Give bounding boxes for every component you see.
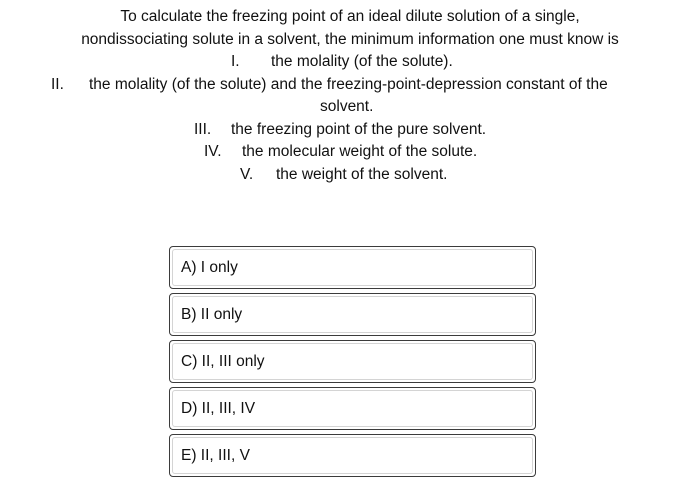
statement-v (0, 164, 700, 187)
statement-i (0, 51, 700, 74)
choice-c[interactable] (169, 340, 536, 383)
statement-ii-numeral: II. (51, 75, 64, 93)
choice-d[interactable] (169, 387, 536, 430)
statement-iv (0, 141, 700, 164)
statement-ii-continuation-text: solvent. (320, 98, 374, 115)
statement-iii (0, 119, 700, 142)
statement-i-numeral: I. (231, 53, 240, 70)
choice-e[interactable] (169, 434, 536, 477)
choice-e-label: E) II, III, V (181, 446, 250, 464)
answer-choices (169, 246, 536, 481)
choice-b-label: B) II only (181, 305, 243, 323)
choice-c-label: C) II, III only (181, 352, 265, 370)
statement-v-text: the weight of the solvent. (276, 165, 448, 183)
statement-ii-continuation (0, 96, 700, 119)
choice-a-label: A) I only (181, 258, 238, 276)
question-text (0, 6, 700, 186)
statement-v-numeral: V. (240, 165, 254, 183)
statement-ii-text: the molality (of the solute) and the freezing-point-depression constant of the (89, 75, 608, 93)
statement-iii-text: the freezing point of the pure solvent. (231, 120, 487, 138)
statement-iii-numeral: III. (194, 120, 212, 138)
question-stem-line-2: nondissociating solute in a solvent, the minimum information one must know is (81, 30, 619, 48)
choice-d-label: D) II, III, IV (181, 399, 256, 417)
statement-i-text: the molality (of the solute). (271, 53, 453, 70)
choice-b[interactable] (169, 293, 536, 336)
statement-iv-text: the molecular weight of the solute. (242, 143, 478, 160)
question-stem-line-1: To calculate the freezing point of an ideal dilute solution of a single, (120, 8, 580, 25)
statement-ii (0, 74, 700, 97)
choice-a[interactable] (169, 246, 536, 289)
statement-iv-numeral: IV. (204, 143, 222, 160)
